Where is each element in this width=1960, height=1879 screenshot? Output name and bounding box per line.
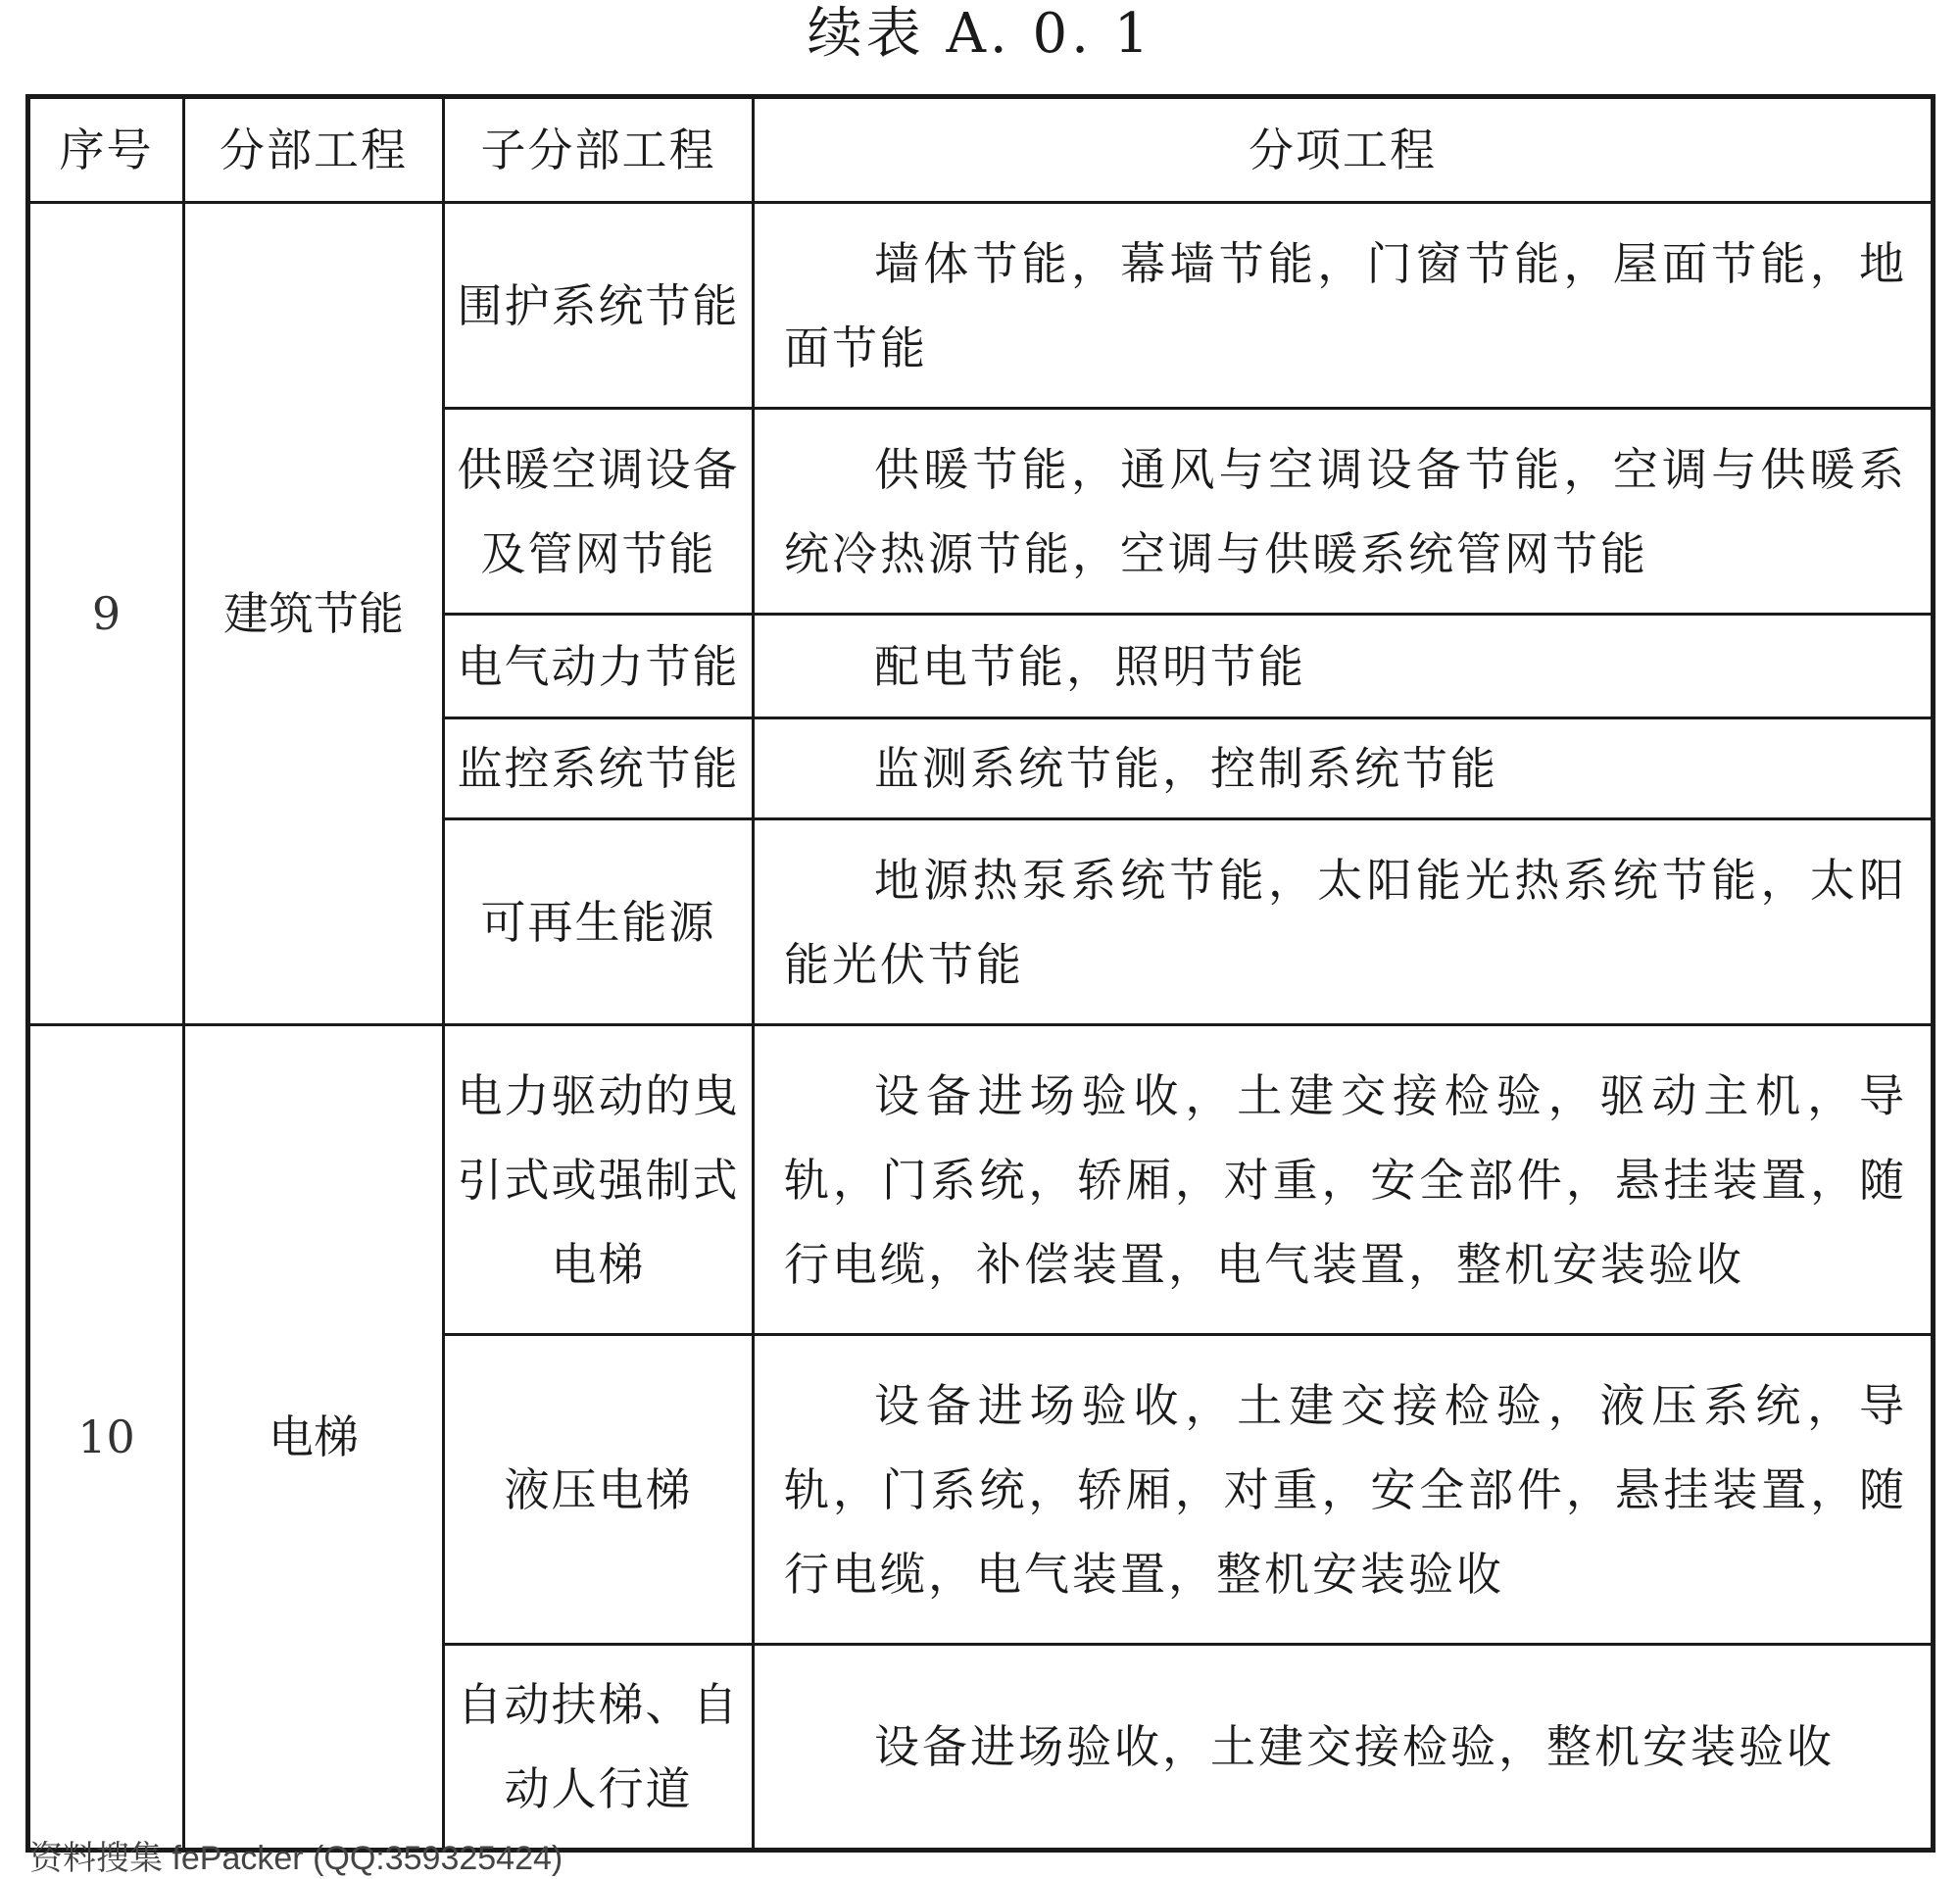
header-no: 序号 — [28, 97, 184, 203]
sub-division-name: 围护系统节能 — [444, 203, 754, 409]
row-number: 10 — [28, 1025, 184, 1851]
watermark-text: 资料搜集 fePacker (QQ:359325424) — [29, 1840, 564, 1877]
item-list: 监测系统节能，控制系统节能 — [754, 718, 1934, 819]
table-header-row — [28, 97, 1934, 203]
project-division-table — [25, 94, 1936, 1853]
sub-division-name: 自动扶梯、自动人行道 — [444, 1645, 754, 1851]
item-list: 设备进场验收，土建交接检验，液压系统，导轨，门系统，轿厢，对重，安全部件，悬挂装置，随行电缆，电气装置，整机安装验收 — [754, 1335, 1934, 1645]
header-sub-division: 子分部工程 — [444, 97, 754, 203]
item-list: 墙体节能，幕墙节能，门窗节能，屋面节能，地面节能 — [754, 203, 1934, 409]
sub-division-name: 液压电梯 — [444, 1335, 754, 1645]
sub-division-name: 监控系统节能 — [444, 718, 754, 819]
item-list: 地源热泵系统节能，太阳能光热系统节能，太阳能光伏节能 — [754, 819, 1934, 1025]
table-row — [28, 1025, 1934, 1335]
item-list: 设备进场验收，土建交接检验，整机安装验收 — [754, 1645, 1934, 1851]
sub-division-name: 供暖空调设备及管网节能 — [444, 409, 754, 615]
row-number: 9 — [28, 203, 184, 1025]
header-items: 分项工程 — [754, 97, 1934, 203]
sub-division-name: 电力驱动的曳引式或强制式电梯 — [444, 1025, 754, 1335]
table-title: 续表 A. 0. 1 — [807, 2, 1153, 66]
item-list: 供暖节能，通风与空调设备节能，空调与供暖系统冷热源节能，空调与供暖系统管网节能 — [754, 409, 1934, 615]
division-name: 电梯 — [184, 1025, 444, 1851]
table-row — [28, 203, 1934, 409]
sub-division-name: 电气动力节能 — [444, 615, 754, 718]
item-list: 设备进场验收，土建交接检验，驱动主机，导轨，门系统，轿厢，对重，安全部件，悬挂装置，随行电缆，补偿装置，电气装置，整机安装验收 — [754, 1025, 1934, 1335]
item-list: 配电节能，照明节能 — [754, 615, 1934, 718]
sub-division-name: 可再生能源 — [444, 819, 754, 1025]
division-name: 建筑节能 — [184, 203, 444, 1025]
header-division: 分部工程 — [184, 97, 444, 203]
